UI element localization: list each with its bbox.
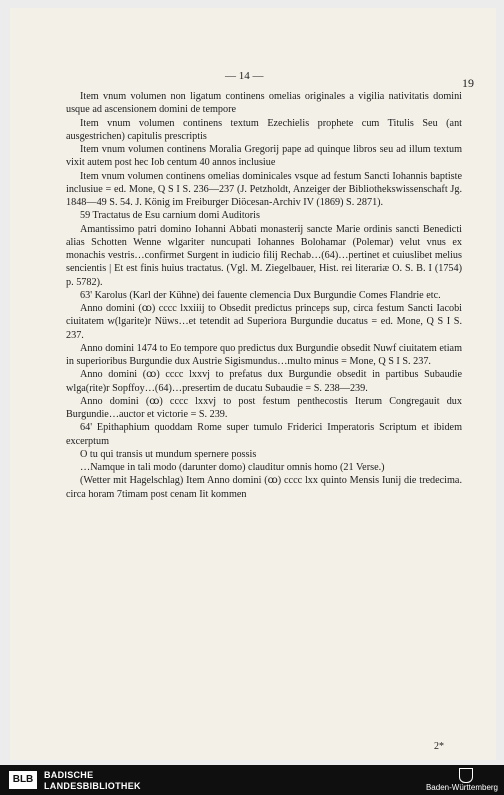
library-name-line1: BADISCHE bbox=[44, 770, 94, 780]
paragraph: 64' Epithaphium quoddam Rome super tumulo Friderici Imperatoris Scriptum et ibidem excerptum bbox=[66, 422, 462, 447]
paragraph: Item vnum volumen continens textum Ezechielis prophete cum Titulis Seu (ant ausgestrichen) capitulis prescriptis bbox=[66, 117, 462, 142]
signature-mark: 2* bbox=[434, 741, 444, 752]
page-number-right: 19 bbox=[462, 76, 474, 90]
paragraph: Anno domini 1474 to Eo tempore quo predictus dux Burgundie obsedit Nuwf ciuitatem etiam in superioribus Burgundie dux Austrie Sigismundus…multo minus = Mone, Q S I S. 237. bbox=[66, 342, 462, 367]
paragraph: …Namque in tali modo (darunter domo) clauditur omnis homo (21 Verse.) bbox=[80, 462, 385, 473]
coat-of-arms-icon bbox=[459, 768, 473, 783]
blb-logo[interactable]: BLB bbox=[9, 771, 37, 789]
page-number-center: — 14 — bbox=[225, 70, 264, 82]
paragraph: Item vnum volumen non ligatum continens omelias originales a vigilia nativitatis domini usque ad ascensionem domini de tempore bbox=[66, 91, 462, 116]
paragraph: Item vnum volumen continens Moralia Gregorij pape ad quinque libros seu ad illum textum vixit autem post hec Iob centum 40 annos inclusiue bbox=[66, 144, 462, 169]
body-text bbox=[66, 90, 462, 501]
paragraph: 63' Karolus (Karl der Kühne) dei fauente clemencia Dux Burgundie Comes Flandrie etc. bbox=[80, 289, 441, 301]
paragraph: (Wetter mit Hagelschlag) Item Anno domini (ꝏ) cccc lxx quinto Mensis Iunij die tredecima. circa horam 7timam post cenam Iit kommen bbox=[66, 475, 462, 500]
library-footer-bar bbox=[0, 765, 504, 795]
paragraph: Anno domini (ꝏ) cccc lxxiiij to Obsedit predictus princeps sup, circa festum Sancti Iacobi ciuitatem w(lgarite)r Nüws…et tetendit ad Superiora Burgundie ducatus = ed. Mone, Q S I S. 237. bbox=[66, 303, 462, 341]
paragraph: Anno domini (ꝏ) cccc lxxvj to post festum penthecostis Iterum Congregauit dux Burgundie…auctor et victorie = S. 239. bbox=[66, 395, 462, 420]
library-name-line2: LANDESBIBLIOTHEK bbox=[44, 781, 141, 791]
paragraph: Amantissimo patri domino Iohanni Abbati monasterij sancte Marie ordinis sancti Benedicti alias Schotten Wenne wlgariter nuncupati Iohannes Bolohamar (Polemar) velut vnus ex monachis vestris…confirmet Surgent in iudicio filij Rechab…(64)…pertinet et cuiuslibet melius sencientis | Et est finis huius tractatus. (Vgl. M. Ziegelbauer, Hist. rei literariæ O. S. B. I (1754) p. 5782). bbox=[66, 223, 462, 288]
state-name: Baden-Württemberg bbox=[425, 783, 498, 792]
paragraph: O tu qui transis ut mundum spernere possis bbox=[80, 448, 257, 460]
paragraph: 59 Tractatus de Esu carnium domi Auditoris bbox=[80, 210, 260, 222]
paragraph: Anno domini (ꝏ) cccc lxxvj to prefatus dux Burgundie obsedit in partibus Subaudie wlga(rite)r Sopffoy…(64)…presertim de ducatu Subaudie = S. 238—239. bbox=[66, 369, 462, 394]
paragraph: Item vnum volumen continens omelias dominicales vsque ad festum Sancti Iohannis baptiste inclusiue = ed. Mone, Q S I S. 236—237 (J. Petzholdt, Anzeiger der Bibliothekswissenschaft Jg. 1848—49 S. 54. J. König im Freiburger Diöcesan-Archiv IV (1869) S. 2871). bbox=[66, 170, 462, 208]
